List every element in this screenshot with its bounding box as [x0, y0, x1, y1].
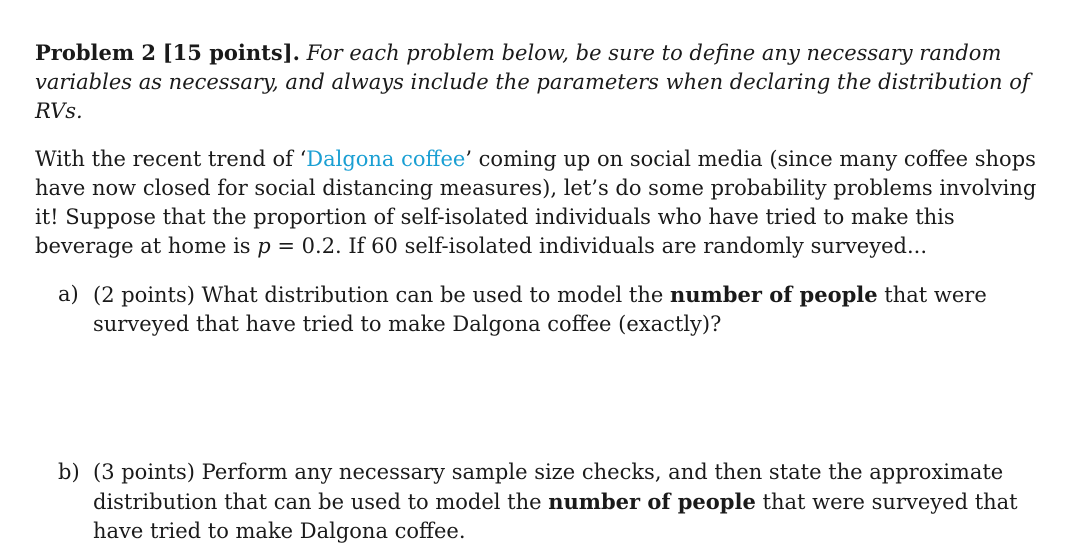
intro-text-end: If 60 self-isolated individuals are randomly surveyed... — [341, 234, 927, 258]
part-b-text-after: that were surveyed that have tried to make Dalgona coffee. — [93, 490, 1018, 543]
part-a-text-after: that were surveyed that have tried to make Dalgona coffee (exactly)? — [93, 283, 987, 336]
part-b-bold-text: number of people — [548, 489, 756, 514]
part-b-text-before: Perform any necessary sample size checks, and then state the approximate distribution that can be used to model the — [93, 460, 1004, 514]
problem-header — [35, 38, 1045, 126]
part-a-bold-text: number of people — [670, 282, 878, 307]
intro-text-start: With the recent trend of ‘ — [35, 147, 307, 171]
problem-title: Problem 2 — [35, 40, 157, 65]
math-expression: = 0.2. — [270, 234, 342, 258]
answer-space-a — [35, 339, 1045, 439]
intro-text-middle: ’ coming up on social media (since many coffee shops have now closed for social distancing measures), let’s do some probability problems involving it! Suppose that the proportion of self-isolated individuals who have tried to make this beverage at home is — [35, 147, 1037, 258]
part-a-label: a) — [58, 282, 79, 306]
dalgona-coffee-link[interactable]: Dalgona coffee — [306, 147, 466, 171]
math-variable-p: p — [257, 234, 271, 258]
problem-instructions: For each problem below, be sure to define any necessary random variables as necessary, and always include the parameters when declaring the distribution of RVs. — [35, 41, 1030, 123]
problem-points: [15 points]. — [162, 40, 300, 65]
part-a-points: (2 points) — [93, 283, 195, 307]
part-b-label: b) — [58, 460, 80, 484]
part-b-points: (3 points) — [93, 460, 195, 484]
intro-paragraph — [35, 145, 1045, 261]
part-a-text-before: What distribution can be used to model the — [194, 283, 671, 307]
problem-page — [35, 38, 1045, 546]
part-b — [35, 458, 1045, 546]
part-a — [35, 280, 1045, 339]
